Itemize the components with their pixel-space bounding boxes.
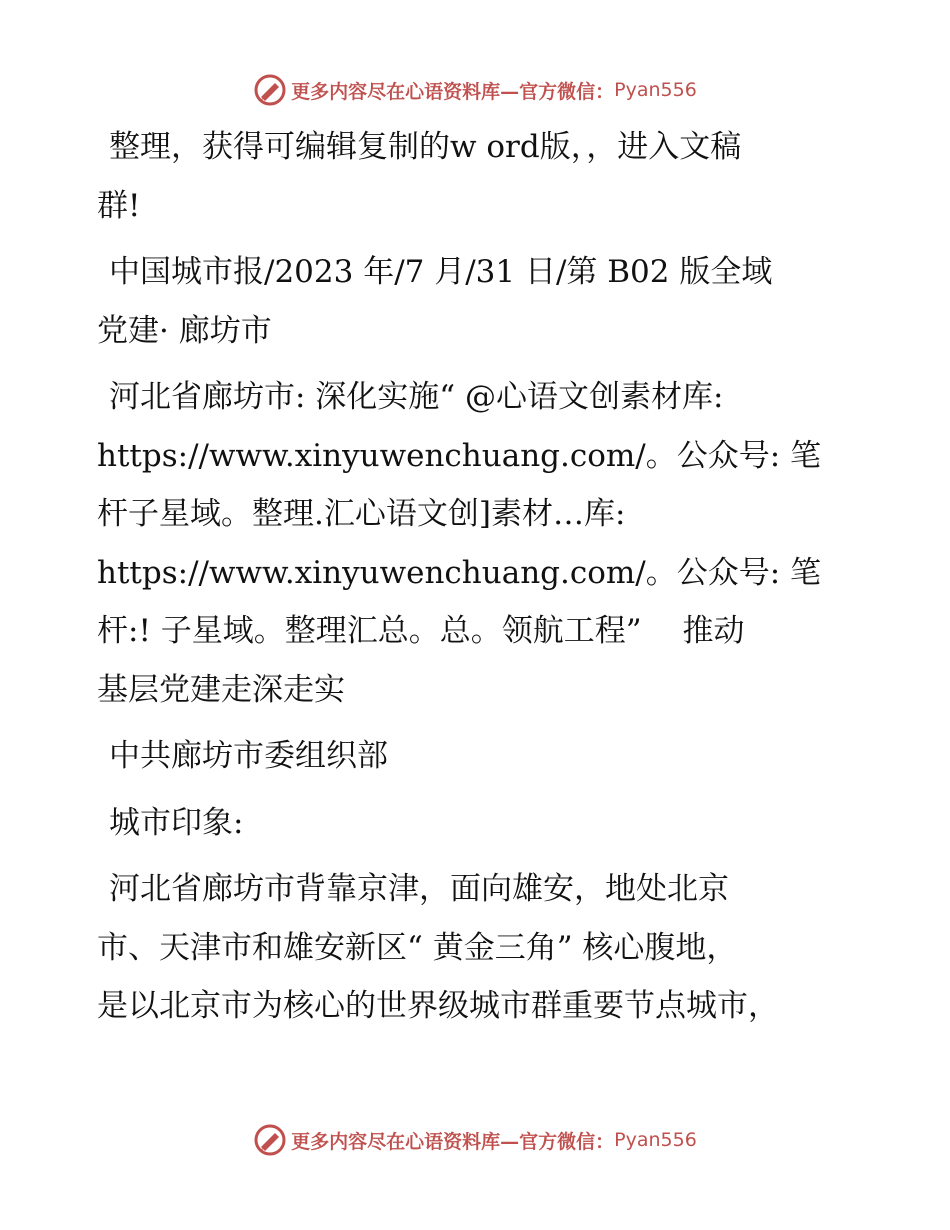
text-line: 中共廊坊市委组织部 — [109, 738, 388, 774]
text-line: 是以北京市为核心的世界级城市群重要节点城市， — [97, 988, 779, 1024]
paragraph-intro — [97, 118, 857, 235]
text-line: 河北省廊坊市: 深化实施“ @心语文创素材库: — [109, 379, 724, 415]
text-line: 杆:! 子星域。整理汇总。总。领航工程” 推动 — [97, 613, 745, 649]
document-body — [97, 118, 857, 1036]
paragraph-source — [97, 243, 857, 360]
text-line: 市、天津市和雄安新区“ 黄金三角” 核心腹地， — [97, 929, 738, 966]
text-line: 杆子星域。整理.汇心语文创]素材…库: — [97, 496, 626, 532]
paragraph-headline — [97, 368, 857, 719]
pen-circle-icon — [253, 73, 287, 107]
text-line: 基层党建走深走实 — [97, 671, 345, 708]
pen-circle-icon — [253, 1123, 287, 1157]
watermark-text: 更多内容尽在心语资料库—官方微信： — [291, 80, 615, 103]
text-line: 整理，获得可编辑复制的w ord版，，进入文稿 — [109, 129, 742, 165]
text-line: 城市印象: — [109, 804, 244, 841]
text-line: https://www.xinyuwenchuang.com/。公众号: 笔 — [97, 554, 822, 591]
paragraph-body — [97, 860, 857, 1036]
watermark-wechat: Pyan556 — [614, 1129, 697, 1151]
text-line: 群! — [97, 187, 141, 224]
watermark-text: 更多内容尽在心语资料库—官方微信： — [291, 1130, 615, 1153]
text-line: 中国城市报/2023 年/7 月/31 日/第 B02 版全域 — [109, 254, 773, 290]
paragraph-author — [97, 727, 857, 786]
watermark-banner-top — [0, 70, 950, 110]
paragraph-section-title — [97, 794, 857, 853]
watermark-wechat: Pyan556 — [614, 79, 697, 101]
text-line: 党建· 廊坊市 — [97, 312, 272, 349]
text-line: 河北省廊坊市背靠京津，面向雄安，地处北京 — [109, 871, 729, 907]
text-line: https://www.xinyuwenchuang.com/。公众号: 笔 — [97, 437, 822, 474]
watermark-banner-bottom — [0, 1120, 950, 1160]
